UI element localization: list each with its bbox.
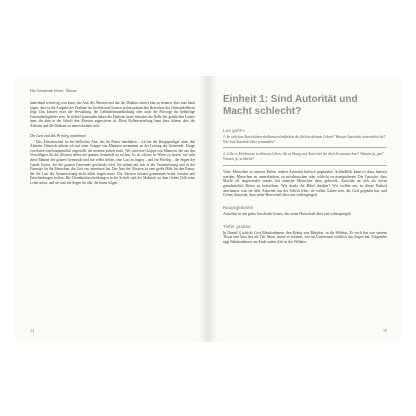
tiefer-graben-label: Tiefer graben	[223, 223, 251, 229]
right-page	[209, 76, 401, 342]
hauptgedanke-label: Hauptgedanke	[223, 205, 254, 211]
running-head: Die Gemeinde leiten: Älteste	[30, 88, 77, 93]
tiefer-graben-text: In Daniel 4 schickt Gott Nebukadnezar, den König von Babylon, in die Wildnis. Er wirft ihn von seinem Thron und lässt ihn als Tier leben, damit er erkennt, wer im Universum wirklich das Sagen hat. Folgendes sagt Nebukadnezar am Ende seiner Zeit in der Wildnis:	[223, 230, 387, 245]
los-gehts-label: Los geht's	[223, 128, 245, 133]
question-1: 1. In welchen Autoritätsverhältnissen befindest du dich in deinem Leben? Wessen Autorität unterstehst du? Wer hat Autorität über jemanden?	[223, 135, 386, 144]
unit-title: Einheit 1: Sind Autorität und Macht schlecht?	[223, 94, 358, 117]
left-paragraph-2: Das Ältestenschaft ist ein biblisches Amt, das als Pastor innehaben – ich bin der Hauptprediger unter den Ältesten. Dennoch arbeite ich mit einer Gruppe von Männern zusammen an der Leitung der Gemeinde. Einige von ihnen sind hauptamtlich angestellt, die meisten jedoch nicht. Wir sind eine Gruppe von Männern, die aus den Vorschlägen für die Ältesten neben der ganzen Gemeinde zu suchen. Es ist schwer, in Worte zu fassen, wie sehr diese Männer der ganzen Gemeinde und mir selbst helfen, eine Last zu tragen – und ein Privileg – der Segen der Gnade Gottes, die der ganzen Gemeinde geschenkt wird. Sie stehen mit mir in der Verantwortung und in der Fürsorge für die Menschen, die Gott uns anvertraut hat. Das Amt der Ältesten ist eine große Hilfe für den Pastor, der die Last der Verantwortung nicht allein tragen muss. Die Ältesten können gemeinsam beten, beraten und Entscheidungen treffen. Die Charakterbeschreibungen in der Schrift sind der Maßstab, an dem Gottes Volk seine Leiter misst, und sie sind ein Segen für alle, die ihnen folgen.	[30, 139, 195, 185]
left-subheading: Die Last und das Privileg annehmen	[30, 133, 86, 138]
book-spread	[15, 76, 401, 342]
page-number-right: 15	[383, 328, 387, 333]
main-idea-text: Autorität ist ein gutes Geschenk Gottes, das seine Herrschaft über uns widerspiegelt.	[223, 212, 352, 217]
page-number-left: 14	[30, 328, 34, 333]
left-paragraph-1: manchmal schwierig sein kann, das Amt des Ältesten und das des Diakons immer klar zu trennen, aber man kann sagen, dass es die Aufgabe der Diakone im Großen und Ganzen in den praktischen Bereichen des Gemeindelebens liegt. Das können etwa die Verwaltung, die Gebäudeinstandhaltung oder auch die Fürsorge für bedürftige Gemindemitglieder sein. In vielen Gemeinden haben die Diakone heute meistens die Rolle des geistlichen Leiters inne, die aber in der Schrift den Ältesten zugewiesen ist. Diese Rollenverteilung kann dazu führen, dass die Ältesten und die Diakone zu unterscheiden sind.	[30, 101, 195, 128]
intro-paragraph: Viele Menschen in unserer Kultur stehen Autorität kritisch gegenüber. Schließlich kann es dazu benutzt werden, Menschen zu unterdrücken, zu missbrauchen oder schlicht zu manipulieren. Die Tatsache, dass Macht oft angewendet wurde, hat manche Menschen dazu gebracht, Autorität an sich als etwas grundsätzlich Böses zu betrachten. Wie denkt die Bibel darüber? Wir wollen uns in dieser Einheit anschauen, was sie über Autorität aus der Schrift lehrt: sie sollen Gaben sein, die Gott gegeben hat, und Gottes Autorität, dass seine Herrschaft über uns widerspiegelt.	[223, 169, 387, 198]
answer-line	[223, 165, 387, 166]
answer-line	[223, 147, 387, 148]
question-2: 2. Gibt es Erlebnisse in deinem Leben, die in Bezug auf Autorität für dich herausstechen? Warum ja, gut? Warum ja, schlecht?	[223, 152, 384, 162]
left-page	[15, 76, 207, 342]
